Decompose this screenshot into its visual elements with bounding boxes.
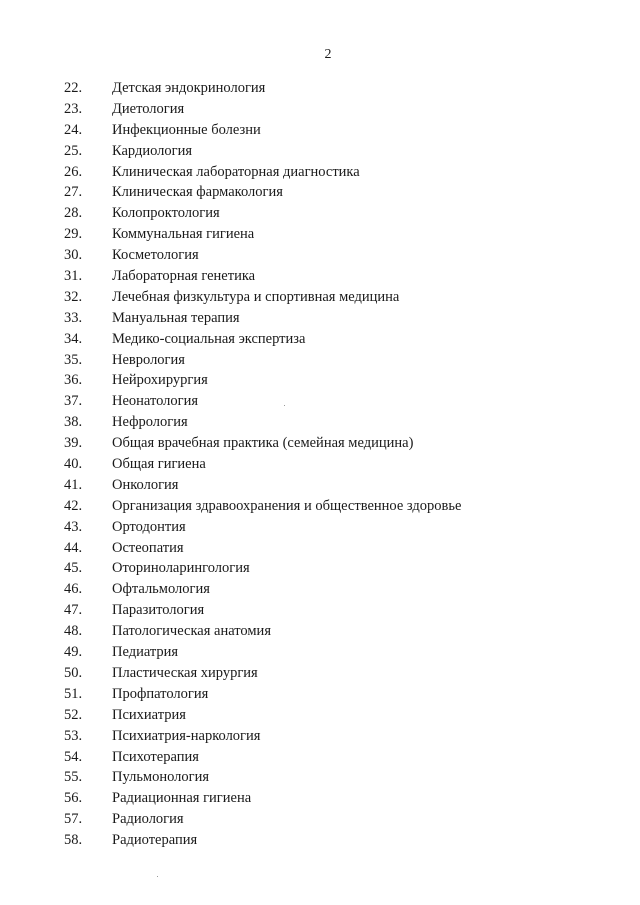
item-text: Диетология	[112, 100, 185, 117]
item-number: 27.	[64, 184, 83, 201]
item-number: 50.	[64, 664, 83, 681]
item-number: 56.	[64, 790, 83, 807]
list-item	[64, 454, 604, 475]
list-item	[64, 182, 604, 203]
item-number: 58.	[64, 832, 83, 849]
item-number: 49.	[64, 644, 83, 661]
item-number: 30.	[64, 247, 83, 264]
scan-speck	[284, 405, 285, 406]
item-number: 36.	[64, 372, 83, 389]
item-text: Нейрохирургия	[112, 372, 208, 389]
item-number: 33.	[64, 309, 83, 326]
item-text: Пульмонология	[112, 769, 210, 786]
item-number: 37.	[64, 393, 83, 410]
item-number: 46.	[64, 581, 83, 598]
list-item	[64, 245, 604, 266]
item-text: Медико-социальная экспертиза	[112, 330, 306, 347]
specialty-list	[64, 78, 604, 851]
item-number: 32.	[64, 288, 83, 305]
item-text: Кардиология	[112, 142, 193, 159]
item-text: Коммунальная гигиена	[112, 226, 255, 243]
item-number: 45.	[64, 560, 83, 577]
item-number: 34.	[64, 330, 83, 347]
item-number: 57.	[64, 811, 83, 828]
list-item	[64, 600, 604, 621]
item-number: 35.	[64, 351, 83, 368]
list-item	[64, 287, 604, 308]
list-item	[64, 391, 604, 412]
item-number: 48.	[64, 623, 83, 640]
item-number: 24.	[64, 121, 83, 138]
item-number: 38.	[64, 414, 83, 431]
list-item	[64, 747, 604, 768]
item-number: 54.	[64, 748, 83, 765]
list-item	[64, 538, 604, 559]
item-text: Оториноларингология	[112, 560, 250, 577]
item-text: Радиология	[112, 811, 184, 828]
list-item	[64, 788, 604, 809]
item-number: 31.	[64, 268, 83, 285]
list-item	[64, 621, 604, 642]
list-item	[64, 663, 604, 684]
list-item	[64, 162, 604, 183]
item-text: Неврология	[112, 351, 185, 368]
list-item	[64, 308, 604, 329]
item-text: Лечебная физкультура и спортивная медицина	[112, 288, 400, 305]
list-item	[64, 433, 604, 454]
item-number: 47.	[64, 602, 83, 619]
item-text: Организация здравоохранения и общественное здоровье	[112, 497, 462, 514]
item-number: 26.	[64, 163, 83, 180]
item-text: Пластическая хирургия	[112, 664, 258, 681]
item-number: 53.	[64, 727, 83, 744]
item-text: Профпатология	[112, 685, 209, 702]
item-text: Офтальмология	[112, 581, 210, 598]
list-item	[64, 203, 604, 224]
item-text: Лабораторная генетика	[112, 268, 256, 285]
item-text: Общая гигиена	[112, 456, 206, 473]
item-text: Онкология	[112, 476, 179, 493]
item-number: 28.	[64, 205, 83, 222]
scan-speck	[157, 876, 158, 877]
item-text: Патологическая анатомия	[112, 623, 271, 640]
item-number: 22.	[64, 80, 83, 96]
list-item	[64, 517, 604, 538]
list-item	[64, 705, 604, 726]
item-number: 55.	[64, 769, 83, 786]
list-item	[64, 412, 604, 433]
list-item	[64, 558, 604, 579]
item-number: 41.	[64, 476, 83, 493]
item-text: Психиатрия-наркология	[112, 727, 261, 744]
page-number: 2	[324, 47, 332, 62]
list-item	[64, 266, 604, 287]
list-item	[64, 78, 604, 99]
item-text: Радиотерапия	[112, 832, 198, 849]
item-text: Клиническая лабораторная диагностика	[112, 163, 360, 180]
item-text: Психиатрия	[112, 706, 186, 723]
item-text: Остеопатия	[112, 539, 184, 556]
item-text: Нефрология	[112, 414, 188, 431]
item-text: Детская эндокринология	[112, 80, 266, 96]
list-item	[64, 329, 604, 350]
item-number: 40.	[64, 456, 83, 473]
list-item	[64, 830, 604, 851]
item-number: 51.	[64, 685, 83, 702]
item-text: Ортодонтия	[112, 518, 186, 535]
item-number: 25.	[64, 142, 83, 159]
list-item	[64, 141, 604, 162]
list-item	[64, 224, 604, 245]
list-item	[64, 726, 604, 747]
item-number: 42.	[64, 497, 83, 514]
item-text: Клиническая фармакология	[112, 184, 283, 201]
item-number: 29.	[64, 226, 83, 243]
item-text: Паразитология	[112, 602, 205, 619]
item-text: Неонатология	[112, 393, 199, 410]
item-number: 43.	[64, 518, 83, 535]
item-text: Мануальная терапия	[112, 309, 240, 326]
item-text: Радиационная гигиена	[112, 790, 252, 807]
item-number: 44.	[64, 539, 83, 556]
item-number: 52.	[64, 706, 83, 723]
list-item	[64, 642, 604, 663]
item-text: Инфекционные болезни	[112, 121, 261, 138]
list-item	[64, 370, 604, 391]
list-item	[64, 350, 604, 371]
list-item	[64, 809, 604, 830]
item-text: Общая врачебная практика (семейная медицина)	[112, 435, 414, 452]
item-number: 39.	[64, 435, 83, 452]
list-item	[64, 684, 604, 705]
list-item	[64, 496, 604, 517]
list-item	[64, 475, 604, 496]
item-number: 23.	[64, 100, 83, 117]
item-text: Педиатрия	[112, 644, 179, 661]
list-item	[64, 579, 604, 600]
list-item	[64, 99, 604, 120]
item-text: Колопроктология	[112, 205, 220, 222]
list-item	[64, 120, 604, 141]
list-item	[64, 767, 604, 788]
item-text: Косметология	[112, 247, 199, 264]
item-text: Психотерапия	[112, 748, 199, 765]
